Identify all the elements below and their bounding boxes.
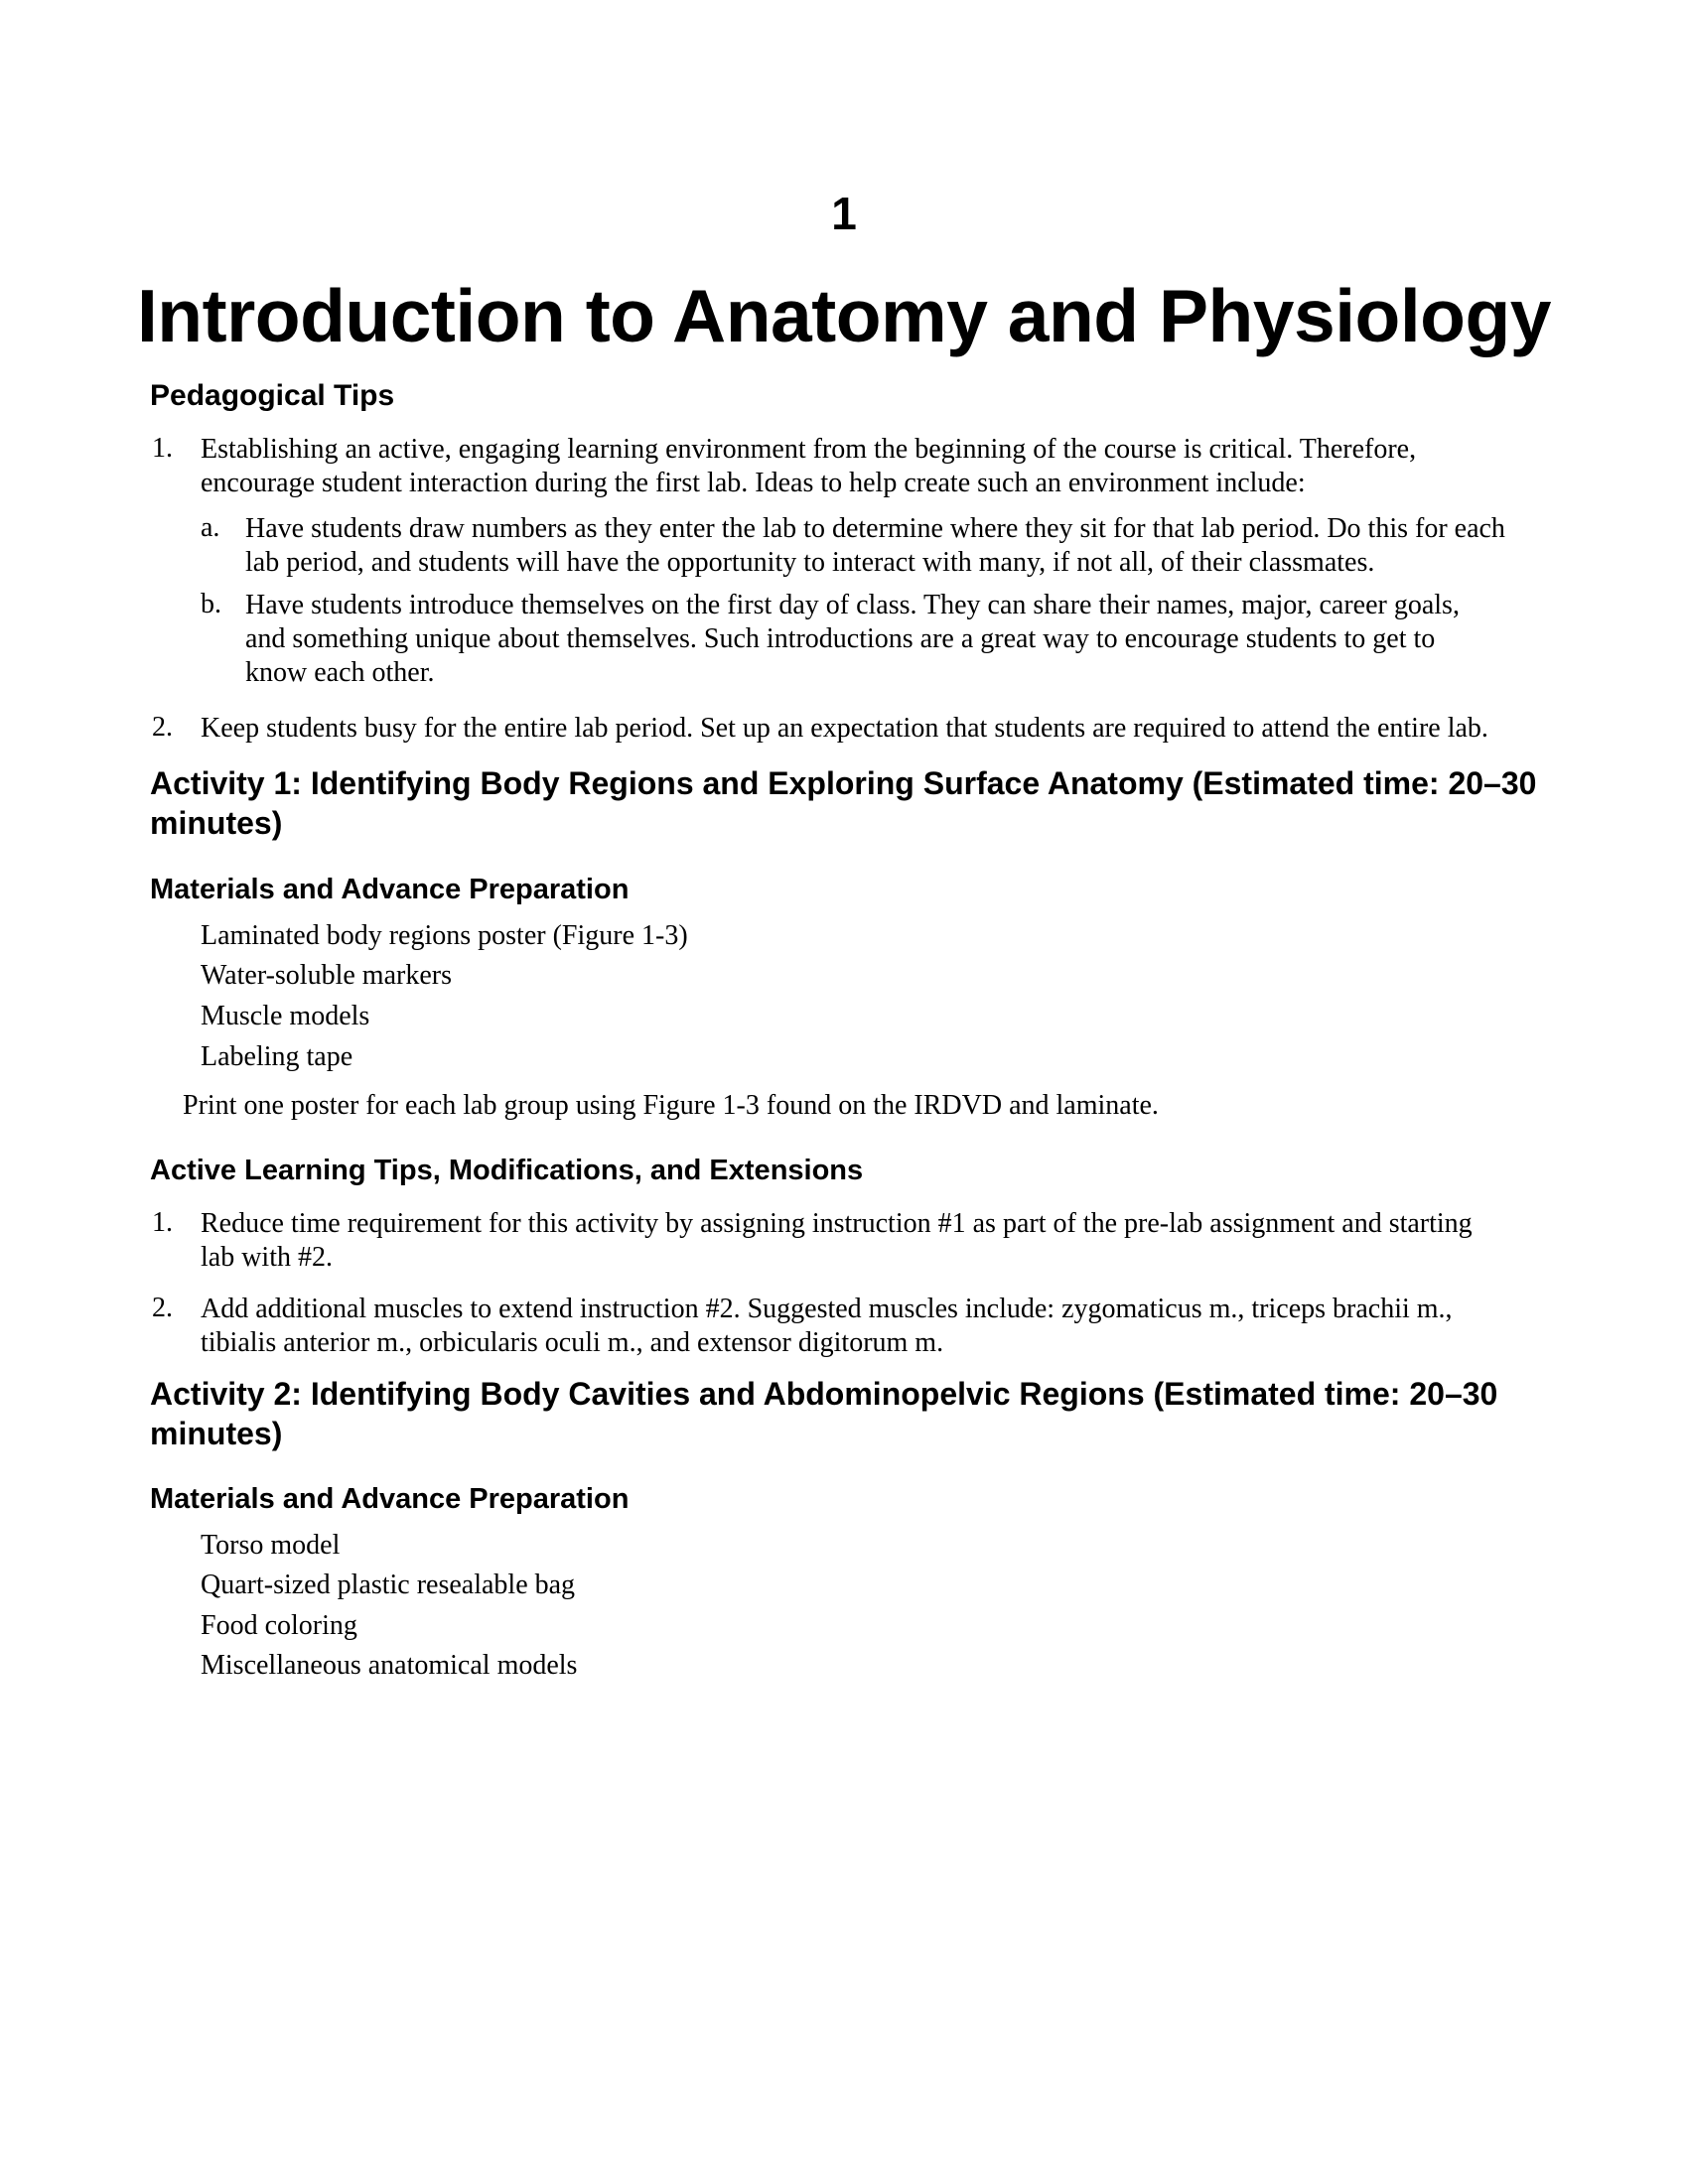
text-line: encourage student interaction during the first lab. Ideas to help create such an environment include: xyxy=(201,468,1306,498)
heading-line: minutes) xyxy=(150,805,283,841)
list-marker: 1. xyxy=(152,1207,173,1238)
activity-1-materials-heading: Materials and Advance Preparation xyxy=(150,874,630,905)
text-line: lab with #2. xyxy=(201,1242,333,1273)
list-marker: 1. xyxy=(152,433,173,464)
list-marker: a. xyxy=(201,512,220,543)
activity-1-heading xyxy=(150,763,1590,843)
material-item: Water-soluble markers xyxy=(201,960,452,991)
list-marker: 2. xyxy=(152,712,173,743)
text-line: Keep students busy for the entire lab period. Set up an expectation that students are required to attend the entire lab. xyxy=(201,713,1488,744)
text-line: know each other. xyxy=(245,657,435,688)
list-marker: 2. xyxy=(152,1293,173,1323)
activity-2-heading xyxy=(150,1374,1590,1453)
activity-1-tips-heading: Active Learning Tips, Modifications, and Extensions xyxy=(150,1155,864,1186)
material-item: Quart-sized plastic resealable bag xyxy=(201,1570,576,1600)
material-item: Food coloring xyxy=(201,1610,357,1641)
activity-1-tip-2 xyxy=(201,1293,1453,1360)
heading-line: Activity 2: Identifying Body Cavities and Abdominopelvic Regions (Estimated time: 20–30 xyxy=(150,1376,1498,1412)
chapter-number: 1 xyxy=(831,188,857,239)
material-item: Muscle models xyxy=(201,1001,370,1031)
text-line: Reduce time requirement for this activity by assigning instruction #1 as part of the pre-lab assignment and starting xyxy=(201,1208,1473,1239)
text-line: Have students introduce themselves on the first day of class. They can share their names, major, career goals, xyxy=(245,590,1460,620)
text-line: Establishing an active, engaging learning environment from the beginning of the course is critical. Therefore, xyxy=(201,434,1417,465)
activity-1-tip-1 xyxy=(201,1207,1473,1275)
heading-line: minutes) xyxy=(150,1416,283,1451)
list-marker: b. xyxy=(201,589,221,619)
tip-1b-text xyxy=(245,589,1460,690)
material-item: Labeling tape xyxy=(201,1041,353,1072)
activity-1-prep-note: Print one poster for each lab group using Figure 1-3 found on the IRDVD and laminate. xyxy=(183,1090,1159,1121)
activity-2-materials-heading: Materials and Advance Preparation xyxy=(150,1483,630,1515)
heading-line: Activity 1: Identifying Body Regions and Exploring Surface Anatomy (Estimated time: 20–30 xyxy=(150,765,1537,801)
tip-1a-text xyxy=(245,512,1505,580)
tip-1-text xyxy=(201,433,1416,500)
material-item: Miscellaneous anatomical models xyxy=(201,1650,578,1681)
material-item: Torso model xyxy=(201,1530,341,1561)
text-line: Add additional muscles to extend instruction #2. Suggested muscles include: zygomaticus m., triceps brachii m., xyxy=(201,1294,1453,1324)
pedagogical-tips-heading: Pedagogical Tips xyxy=(150,379,395,412)
chapter-title: Introduction to Anatomy and Physiology xyxy=(136,274,1552,357)
text-line: and something unique about themselves. Such introductions are a great way to encourage students to get to xyxy=(245,623,1436,654)
tip-2-text xyxy=(201,712,1488,746)
text-line: lab period, and students will have the opportunity to interact with many, if not all, of their classmates. xyxy=(245,547,1375,578)
text-line: Have students draw numbers as they enter the lab to determine where they sit for that lab period. Do this for each xyxy=(245,513,1505,544)
material-item: Laminated body regions poster (Figure 1-3) xyxy=(201,920,688,951)
text-line: tibialis anterior m., orbicularis oculi m., and extensor digitorum m. xyxy=(201,1327,944,1358)
